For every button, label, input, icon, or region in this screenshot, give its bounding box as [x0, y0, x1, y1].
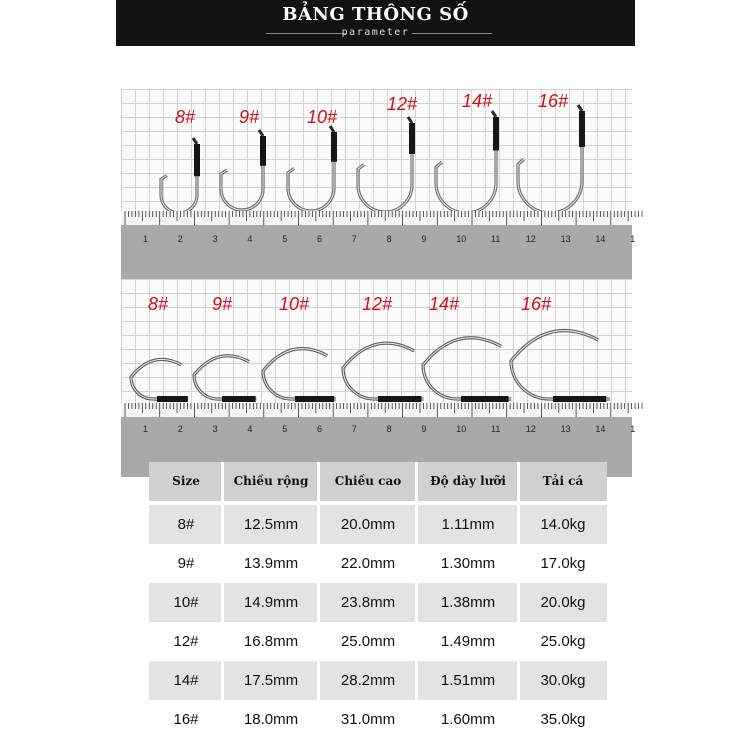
table-cell: 1.11mm	[441, 516, 495, 533]
hook-size-label: 10#	[307, 107, 338, 127]
ruler-number: 4	[247, 424, 253, 434]
hook-curve	[423, 338, 511, 399]
banner-title: BẢNG THÔNG SỐ	[282, 4, 469, 25]
column-separator	[221, 661, 224, 700]
column-separator	[517, 700, 520, 739]
column-separator	[517, 505, 520, 544]
ruler-number: 9	[421, 234, 427, 244]
hook-shank-wrap	[295, 396, 334, 402]
hook-curve	[263, 349, 336, 399]
ruler-number: 10	[456, 234, 467, 244]
fish-hook-upright	[358, 117, 415, 212]
hook-curve-highlight	[511, 331, 610, 399]
column-separator	[317, 661, 320, 700]
table-cell: 16#	[173, 711, 199, 728]
hook-shank-wrap	[331, 132, 337, 162]
hook-shank-wrap	[553, 396, 606, 402]
table-row	[149, 505, 607, 544]
hook-shank-wrap	[157, 396, 188, 402]
column-separator	[317, 505, 320, 544]
ruler-number: 9	[421, 424, 427, 434]
fish-hook-side	[194, 356, 256, 402]
hook-size-label: 16#	[521, 294, 552, 314]
hook-size-label: 9#	[212, 294, 233, 314]
column-separator	[221, 583, 224, 622]
ruler-number: 4	[247, 234, 253, 244]
ruler-number: 12	[525, 424, 536, 434]
hook-curve	[131, 359, 188, 399]
hook-eye	[578, 105, 582, 111]
fish-hook-side	[343, 343, 424, 402]
hook-eye	[492, 111, 496, 117]
hook-size-label: 12#	[387, 94, 418, 114]
ruler-number: 13	[560, 234, 571, 244]
table-cell: 20.0mm	[340, 516, 396, 533]
hook-eye	[193, 138, 197, 144]
table-cell: 20.0kg	[540, 594, 586, 611]
ruler-number: 1	[630, 424, 636, 434]
table-cell: 30.0kg	[540, 672, 586, 689]
hook-bend	[436, 119, 496, 213]
hook-shank-wrap	[260, 136, 266, 166]
fish-hook-side	[263, 349, 336, 402]
table-cell: 1.49mm	[440, 633, 496, 650]
ruler-number: 10	[456, 424, 467, 434]
ruler-number: 6	[317, 234, 323, 244]
column-separator	[221, 505, 224, 544]
banner-subtitle: parameter	[341, 27, 410, 38]
table-header-cell: Độ dày lưỡi	[430, 474, 506, 488]
ruler-number: 14	[595, 424, 606, 434]
hook-shank-wrap	[194, 144, 200, 176]
column-separator	[317, 700, 320, 739]
hook-curve-highlight	[423, 338, 511, 399]
hook-size-label: 16#	[538, 91, 569, 111]
hook-bend-highlight	[436, 119, 496, 213]
hook-photo-side	[121, 279, 636, 459]
table-cell: 22.0mm	[340, 555, 396, 572]
table-cell: 1.60mm	[440, 711, 496, 728]
hook-shank-wrap	[461, 396, 509, 402]
table-cell: 14.9mm	[243, 594, 299, 611]
table-cell: 14#	[173, 672, 199, 689]
hook-size-label: 8#	[148, 294, 169, 314]
table-header-cell: Tải cá	[542, 474, 584, 488]
hook-shank-wrap	[579, 111, 585, 147]
hook-bend	[221, 138, 263, 210]
fish-hook-side	[423, 338, 511, 402]
hook-size-label: 12#	[362, 294, 393, 314]
ruler-number: 8	[386, 234, 392, 244]
ruler-number: 11	[491, 234, 501, 244]
hook-size-label: 10#	[279, 294, 310, 314]
fish-hook-upright	[221, 130, 266, 210]
column-separator	[221, 700, 224, 739]
table-cell: 14.0kg	[540, 516, 586, 533]
column-separator	[415, 622, 418, 661]
table-row	[149, 700, 607, 739]
table-cell: 8#	[177, 516, 195, 533]
table-cell: 1.38mm	[440, 594, 496, 611]
table-cell: 12.5mm	[243, 516, 299, 533]
column-separator	[415, 505, 418, 544]
table-cell: 25.0kg	[540, 633, 586, 650]
ruler-number: 14	[595, 234, 606, 244]
ruler-number: 1	[143, 234, 149, 244]
table-header-cell: Size	[172, 474, 200, 488]
column-separator	[415, 544, 418, 583]
fish-hook-upright	[288, 126, 337, 211]
column-separator	[221, 462, 224, 501]
hook-shank-wrap	[409, 123, 415, 154]
table-cell: 10#	[173, 594, 199, 611]
table-header-cell: Chiều cao	[334, 474, 402, 488]
column-separator	[317, 462, 320, 501]
ruler-number: 8	[386, 424, 392, 434]
column-separator	[415, 583, 418, 622]
table-header-cell: Chiều rộng	[233, 474, 309, 488]
table-header-row	[149, 462, 607, 501]
column-separator	[415, 661, 418, 700]
hook-bend	[358, 125, 412, 212]
table-cell: 9#	[177, 555, 195, 572]
table-cell: 18.0mm	[243, 711, 299, 728]
hook-eye	[259, 130, 263, 136]
banner-divider-right	[412, 33, 492, 34]
ruler-number: 12	[525, 234, 536, 244]
hook-bend-highlight	[288, 134, 334, 211]
fish-hook-upright	[518, 105, 585, 213]
table-row	[149, 544, 607, 583]
hook-photo-upright	[121, 89, 636, 270]
table-cell: 28.2mm	[340, 672, 396, 689]
hook-shank-wrap	[222, 396, 256, 402]
column-separator	[517, 661, 520, 700]
ruler-number: 13	[560, 424, 571, 434]
hook-eye	[408, 117, 412, 123]
fish-hook-side	[511, 331, 610, 402]
ruler-number: 2	[177, 424, 183, 434]
hook-curve	[194, 356, 256, 399]
ruler-band	[121, 225, 632, 285]
table-row	[149, 661, 607, 700]
column-separator	[221, 622, 224, 661]
table-cell: 17.0kg	[540, 555, 586, 572]
table-cell: 35.0kg	[540, 711, 586, 728]
column-separator	[517, 462, 520, 501]
ruler-number: 1	[630, 234, 636, 244]
hook-bend	[288, 134, 334, 211]
ruler-number: 1	[143, 424, 149, 434]
ruler-number: 5	[282, 424, 288, 434]
column-separator	[415, 462, 418, 501]
ruler-number: 6	[317, 424, 323, 434]
column-separator	[221, 544, 224, 583]
ruler-number: 3	[212, 424, 218, 434]
hook-bend	[161, 146, 197, 213]
table-row	[149, 583, 607, 622]
hook-curve	[343, 343, 424, 399]
hook-shank-wrap	[493, 117, 499, 150]
table-cell: 12#	[173, 633, 199, 650]
ruler-number: 2	[177, 234, 183, 244]
hook-bend-highlight	[221, 138, 263, 210]
hook-bend-highlight	[358, 125, 412, 212]
table-cell: 31.0mm	[340, 711, 396, 728]
table-cell: 1.30mm	[440, 555, 496, 572]
column-separator	[517, 622, 520, 661]
hook-size-label: 14#	[429, 294, 460, 314]
ruler-number: 11	[491, 424, 501, 434]
hook-size-label: 9#	[239, 107, 260, 127]
hook-shank-wrap	[378, 396, 421, 402]
column-separator	[317, 622, 320, 661]
table-cell: 25.0mm	[340, 633, 396, 650]
hook-size-label: 8#	[175, 107, 196, 127]
ruler-number: 5	[282, 234, 288, 244]
hook-bend-highlight	[518, 113, 582, 213]
table-cell: 23.8mm	[340, 594, 396, 611]
column-separator	[517, 544, 520, 583]
table-cell: 16.8mm	[243, 633, 299, 650]
ruler-number: 7	[351, 234, 357, 244]
parameter-banner	[116, 0, 635, 46]
ruler-number: 7	[351, 424, 357, 434]
table-cell: 17.5mm	[243, 672, 299, 689]
fish-hook-side	[131, 359, 188, 402]
table-row	[149, 622, 607, 661]
table-cell: 1.51mm	[440, 672, 496, 689]
hook-photo-upright-drawing	[121, 89, 632, 270]
fish-hook-upright	[436, 111, 499, 213]
table-cell: 13.9mm	[243, 555, 299, 572]
hook-size-label: 14#	[462, 91, 493, 111]
hook-bend	[518, 113, 582, 213]
column-separator	[317, 583, 320, 622]
column-separator	[517, 583, 520, 622]
column-separator	[317, 544, 320, 583]
hook-bend-highlight	[161, 146, 197, 213]
hook-curve	[511, 331, 610, 399]
ruler-number: 3	[212, 234, 218, 244]
fish-hook-upright	[161, 138, 200, 213]
column-separator	[415, 700, 418, 739]
